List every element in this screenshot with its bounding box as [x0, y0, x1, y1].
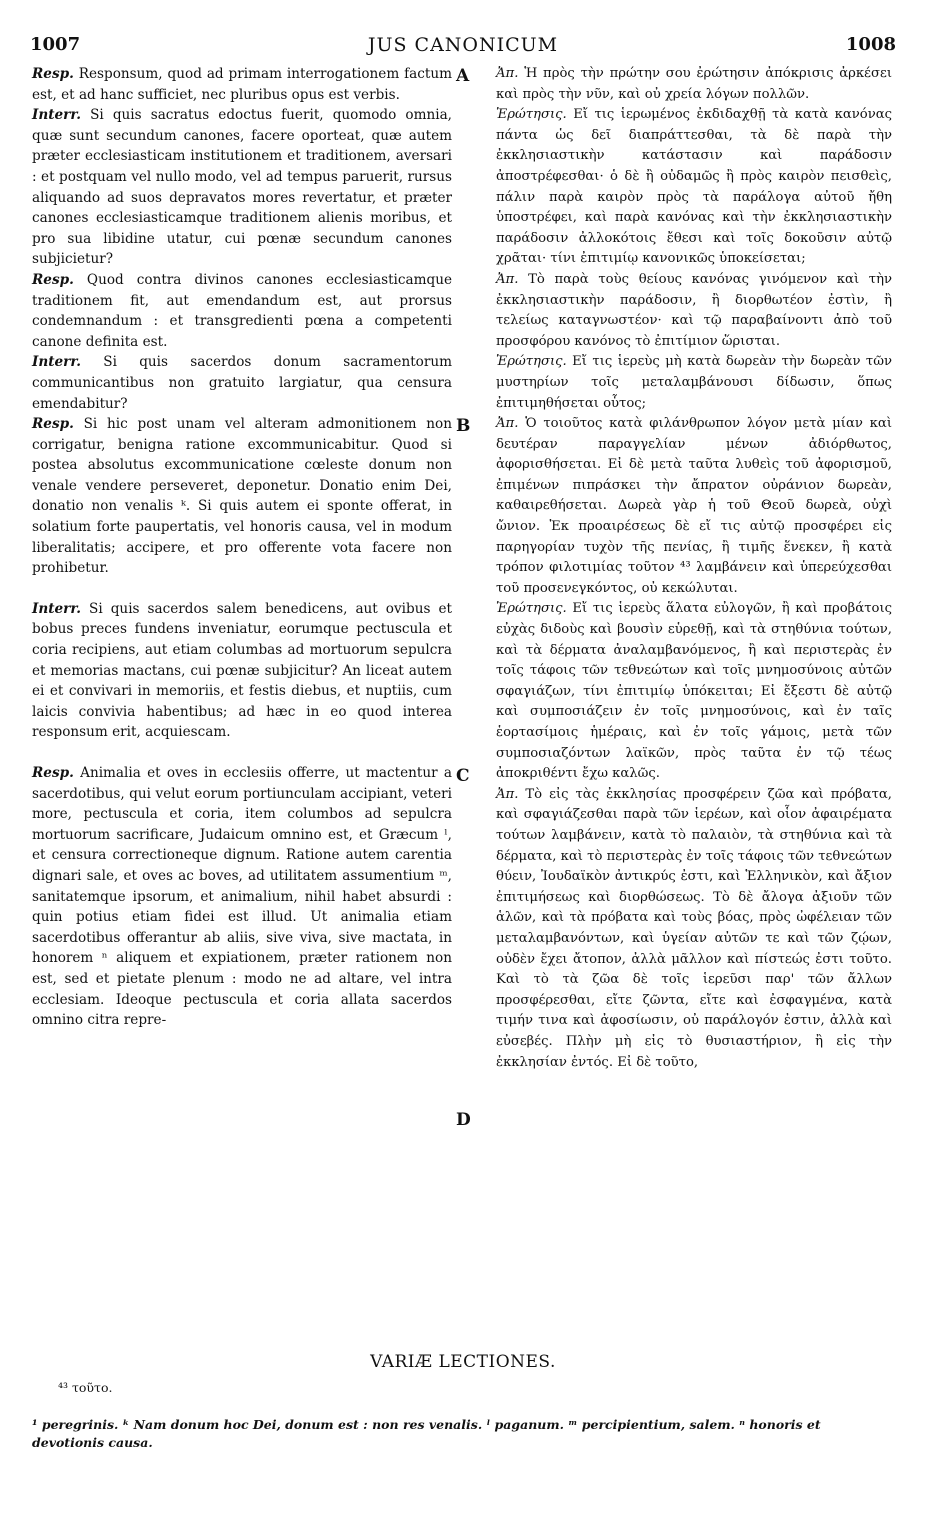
paragraph-label: Ἀπ.: [496, 786, 519, 802]
latin-paragraph: [32, 352, 452, 414]
paragraph-label: Ἀπ.: [496, 271, 519, 287]
latin-paragraph: [32, 270, 452, 352]
paragraph-label: Ἀπ.: [496, 416, 519, 432]
variae-lectiones-title: VARIÆ LECTIONES.: [370, 1352, 556, 1372]
paragraph-text: Si quis sacerdos salem benedicens, aut ovibus et bobus preces fundens inveniatur, eorumque pectuscula et coria recipiens, aut etiam columbas ad mortuorum sepulcra et memorias mactans, cui pœnæ subjicitur? An liceat autem ei et convivari in memoriis, et festis diebus, et nuptiis, cum laicis convivia habentibus; ad hæc in eo quod interea responsum erit, acquiescam.: [32, 600, 452, 741]
paragraph-label: Resp.: [32, 416, 74, 433]
paragraph-label: Ἐρώτησις.: [496, 354, 567, 370]
paragraph-label: Interr.: [32, 600, 81, 617]
greek-paragraph: [496, 352, 892, 414]
greek-paragraph: [496, 414, 892, 599]
margin-letter-a: A: [456, 66, 470, 86]
page-number-right: 1008: [845, 34, 896, 55]
greek-paragraph: [496, 785, 892, 1073]
paragraph-text: Si quis sacerdos donum sacramentorum communicantibus non gratuito largiatur, qua censura emendabitur?: [32, 354, 452, 412]
page-number-left: 1007: [30, 34, 81, 55]
paragraph-text: Animalia et oves in ecclesiis offerre, ut mactentur a sacerdotibus, qui velut eorum portiunculam accipiant, veteri more, pectuscula et coria, item columbos ad sepulcra mortuorum sacrificare, Judaicum omnino est, et Græcum ˡ, et censura correctioneque dignum. Ratione autem carentia dignari sale, et oves ac boves, ad utilitatem assumentium ᵐ, sanitatemque ipsorum, et animalium, nihil habet absurdi : quin potius etiam fidei est illud. Ut animalia etiam sacerdotibus offerantur ab aliis, sive viva, sive mactata, in honorem ⁿ aliquem et expiationem, præter rationem non est, sed et pietate plenum : modo ne ad altare, vel intra ecclesiam. Ideoque pectuscula et coria allata sacerdos omnino citra repre-: [32, 765, 452, 1029]
greek-column: [496, 64, 892, 1073]
paragraph-label: Interr.: [32, 107, 81, 124]
greek-footnote: ⁴³ τοῦτο.: [58, 1380, 113, 1395]
paragraph-text: Εἴ τις ἱερεὺς ἅλατα εὐλογῶν, ἢ καὶ προβάτοις εὐχὰς διδοὺς καὶ βουσὶν εὑρεθῇ, καὶ τὰ στηθύνια τούτων, καὶ τὰ δέρματα ἀναλαμβανόμενος, ἢ καὶ περιστερὰς ἐν τοῖς τάφοις τῶν τεθνεώτων καὶ τοῖς μνημοσύνοις αὐτῶν σφαγιάζων, τίνι ἐπιτιμίῳ ὑπόκειται; Εἰ ἔξεστι δὲ αὐτῷ καὶ συμποσιάζειν ἐν τοῖς μνημοσύνοις, καὶ ἐν ταῖς ἑορτασίμοις ἡμέραις, καὶ ἐν τοῖς γάμοις, μετὰ τῶν συμποσιαζόντων λαϊκῶν, πρὸς ταῦτα ἐν τῷ τέως ἀποκριθέντι ἔχω καλῶς.: [496, 601, 892, 782]
paragraph-label: Interr.: [32, 354, 81, 371]
greek-paragraph: [496, 599, 892, 784]
paragraph-text: Si quis sacratus edoctus fuerit, quomodo omnia, quæ sunt secundum canones, facere oporteat, quæ autem præter ecclesiasticam institutionem et traditionem, aversari : et postquam vel nullo modo, vel ad tempus paruerit, rursus aliquando ad suos depravatos mores revertatur, et præter canones ecclesiasticamque traditionem alienis moribus, et pro sua libidine utatur, cui pœnæ secundum canones subjicietur?: [32, 107, 453, 268]
paragraph-text: Εἴ τις ἱερεὺς μὴ κατὰ δωρεὰν τὴν δωρεὰν τῶν μυστηρίων τοῖς μεταλαμβάνουσι δίδωσιν, ὅπως ἐπιτιμηθήσεται οὗτος;: [496, 354, 892, 411]
latin-paragraph: [32, 414, 452, 579]
latin-paragraph: [32, 105, 452, 270]
paragraph-label: Resp.: [32, 765, 74, 781]
paragraph-label: Resp.: [32, 66, 74, 82]
running-header: [30, 34, 896, 60]
paragraph-label: Ἐρώτησις.: [496, 107, 567, 123]
paragraph-text: Si hic post unam vel alteram admonitionem non corrigatur, benigna ratione excommunicabitur. Quod si postea absolutus excommunicatione cœleste donum non venale vendere perseveret, deponetur. Donatio enim Dei, donatio non venalis ᵏ. Si quis autem ei sponte offerat, in solatium forte paupertatis, vel honoris causa, vel in modum liberalitatis; accipere, et pro offerente vota facere non prohibetur.: [32, 416, 452, 577]
paragraph-label: Resp.: [32, 271, 74, 288]
paragraph-text: Τὸ εἰς τὰς ἐκκλησίας προσφέρειν ζῶα καὶ πρόβατα, καὶ σφαγιάζεσθαι παρὰ τῶν ἱερέων, καὶ οἷον ἀφαιρέματα τούτων λαμβάνειν, κατὰ τὸ παλαιὸν, τὰ στηθύνια καὶ τὰ δέρματα, καὶ τὸ περιστερὰς ἐν τοῖς τάφοις τῶν τεθνεώτων θύειν, Ἰουδαϊκὸν ἀντικρύς ἐστι, καὶ Ἑλληνικὸν, καὶ ἄξιον ἐπιτιμήσεως καὶ διορθώσεως. Τὸ δὲ ἄλογα ἀξιοῦν τῶν ἁλῶν, καὶ τὰ πρόβατα καὶ τοὺς βόας, πρὸς ὠφέλειαν τῶν μεταλαμβανόντων, καὶ ὑγείαν αὐτῶν τε καὶ τῶν ζῴων, οὐδὲν ἔχει ἄτοπον, ἀλλὰ μᾶλλον καὶ πίστεώς ἐστι τοῦτο. Καὶ τὸ τὰ ζῶα δὲ τοῖς ἱερεῦσι παρ' τῶν ἄλλων προσφέρεσθαι, εἴτε ζῶντα, εἴτε καὶ ἐσφαγμένα, κατὰ τιμήν τινα καὶ ἀφοσίωσιν, οὐ παράλογόν ἐστιν, ἀλλὰ καὶ εὐσεβές. Πλὴν μὴ εἰς τὸ θυσιαστήριον, ἢ εἰς τὴν ἐκκλησίαν ἐντός. Εἰ δὲ τοῦτο,: [496, 786, 892, 1070]
margin-letter-c: C: [456, 766, 470, 786]
paragraph-text: Εἴ τις ἱερωμένος ἐκδιδαχθῇ τὰ κατὰ κανόνας πάντα ὡς δεῖ διαπράττεσθαι, τὰ δὲ παρὰ τὴν ἐκκλησιαστικὴν κατάστασιν καὶ παράδοσιν ἀποστρέφεσθαι· ὁ δὲ ἢ οὐδαμῶς ἢ πρὸς καιρὸν πεισθεὶς, πάλιν παρὰ καιρὸν πρὸς τὰ παράλογα αὐτοῦ ἤθη ὑποστρέφει, καὶ παρὰ κανόνας καὶ τὴν ἐκκλησιαστικὴν παράδοσιν ἀλλοκότοις ἔθεσι καὶ τοῖς δοκοῦσιν αὐτῷ χρᾶται· τίνι ἐπιτιμίῳ κανονικῶς ὑποκείσεται;: [496, 107, 892, 267]
paragraph-text: Quod contra divinos canones ecclesiasticamque traditionem fit, aut emendandum est, aut prorsus condemnandum : et transgredienti pœna a competenti canone definita est.: [32, 271, 452, 350]
paragraph-text: Ἡ πρὸς τὴν πρώτην σου ἐρώτησιν ἀπόκρισις ἀρκέσει καὶ πρὸς τὴν νῦν, καὶ οὐ χρεία λόγων πολλῶν.: [496, 66, 892, 102]
latin-paragraph: [32, 599, 452, 743]
greek-paragraph: [496, 270, 892, 352]
margin-letter-b: B: [456, 416, 471, 436]
latin-paragraph: [32, 64, 452, 105]
latin-footnotes: ¹ peregrinis. ᵏ Nam donum hoc Dei, donum est : non res venalis. ˡ paganum. ᵐ percipientium, salem. ⁿ honoris et devotionis causa.: [32, 1417, 821, 1450]
running-title: JUS CANONICUM: [367, 34, 559, 56]
latin-paragraph: [32, 763, 452, 1031]
latin-column: [32, 64, 452, 1031]
greek-paragraph: [496, 64, 892, 105]
greek-paragraph: [496, 105, 892, 270]
paragraph-text: Responsum, quod ad primam interrogationem factum est, et ad hanc sufficiet, nec pluribus opus est verbis.: [32, 66, 452, 103]
margin-letter-d: D: [456, 1110, 471, 1130]
paragraph-label: Ἐρώτησις.: [496, 601, 567, 617]
paragraph-text: Τὸ παρὰ τοὺς θείους κανόνας γινόμενον καὶ τὴν ἐκκλησιαστικὴν παράδοσιν, ἢ διορθωτέον ἐστὶν, ἢ τελείως καταγνωστέον· καὶ τῷ παραβαίνοντι ἀπὸ τοῦ προσφόρου κανόνος τὸ ἐπιτίμιον ὥρισται.: [496, 271, 893, 349]
paragraph-text: Ὁ τοιοῦτος κατὰ φιλάνθρωπον λόγον μετὰ μίαν καὶ δευτέραν παραγγελίαν μένων ἀδιόρθωτος, ἀφορισθήσεται. Εἰ δὲ μετὰ ταῦτα λυθεὶς τοῦ ἀφορισμοῦ, ἐπιμένων πιπράσκει τὴν ἄπρατον οὐράνιον δωρεὰν, καθαιρεθήσεται. Δωρεὰ γὰρ ἡ τοῦ Θεοῦ δωρεὰ, οὐχὶ ὤνιον. Ἐκ προαιρέσεως δὲ εἴ τις αὐτῷ προσφέρει εἰς παρηγορίαν τυχὸν τῆς πενίας, ἢ τιμῆς ἕνεκεν, ἢ κατὰ τρόπον φιλοτιμίας τοῦτον ⁴³ λαμβάνειν καὶ ὑπερεύχεσθαι τοῦ προσενεγκόντος, οὐ κεκώλυται.: [496, 416, 892, 596]
paragraph-label: Ἀπ.: [496, 66, 519, 81]
